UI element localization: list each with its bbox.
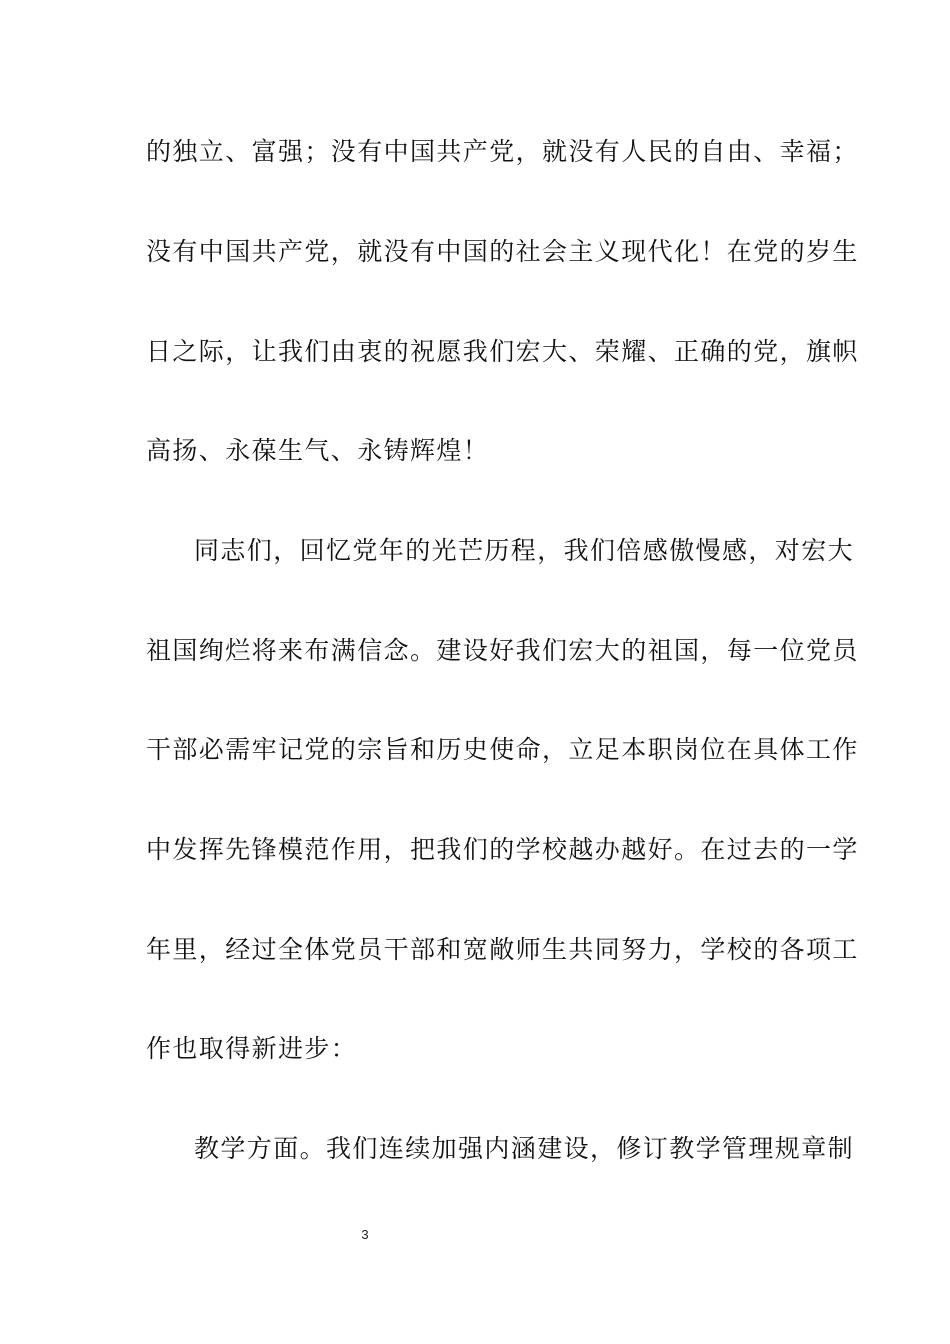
text-line: 祖国绚烂将来布满信念。建设好我们宏大的祖国，每一位党员 [146,636,859,665]
paragraph-start-line: 同志们，回忆党年的光芒历程，我们倍感傲慢感，对宏大 [194,536,855,565]
paragraph-start-line: 教学方面。我们连续加强内涵建设，修订教学管理规章制 [194,1134,855,1163]
page-number: 3 [361,1227,369,1242]
text-line: 作也取得新进步： [146,1034,358,1063]
text-line: 高扬、永葆生气、永铸辉煌！ [146,436,490,465]
text-line: 中发挥先锋模范作用，把我们的学校越办越好。在过去的一学 [146,835,859,864]
text-line: 日之际，让我们由衷的祝愿我们宏大、荣耀、正确的党，旗帜 [146,337,859,366]
text-line: 没有中国共产党，就没有中国的社会主义现代化！在党的岁生 [146,237,859,266]
text-line: 的独立、富强；没有中国共产党，就没有人民的自由、幸福； [146,137,859,166]
text-line: 干部必需牢记党的宗旨和历史使命，立足本职岗位在具体工作 [146,735,859,764]
text-line: 年里，经过全体党员干部和宽敞师生共同努力，学校的各项工 [146,935,859,964]
